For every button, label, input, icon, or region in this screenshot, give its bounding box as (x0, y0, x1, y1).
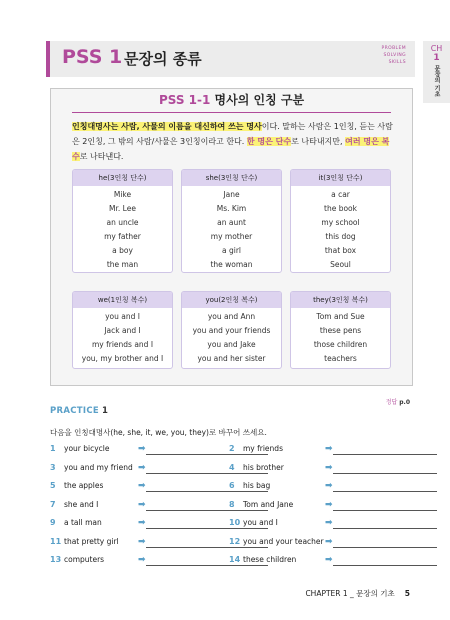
practice-item-text: his brother (243, 462, 284, 472)
arrow-icon: ➡ (325, 555, 333, 565)
card-item: Seoul (330, 260, 351, 269)
desc-part: 로 나타내지만, (291, 137, 346, 146)
practice-item-number: 14 (229, 555, 241, 564)
pronoun-card-she (181, 169, 282, 273)
section-underline (72, 112, 391, 113)
pss-label (381, 45, 406, 66)
card-body (291, 308, 390, 366)
pronoun-card-they (290, 291, 391, 369)
answer-blank[interactable] (333, 473, 437, 474)
card-item: a boy (112, 246, 133, 255)
card-item: a girl (222, 246, 241, 255)
practice-item (229, 479, 409, 493)
card-item: this dog (325, 232, 356, 241)
page-title: PSS 1 (62, 46, 123, 68)
practice-item-text: Tom and Jane (243, 499, 294, 509)
card-item: a car (331, 190, 350, 199)
chapter-tab[interactable] (423, 41, 450, 103)
card-item: Ms. Kim (216, 204, 247, 213)
practice-item (229, 516, 409, 530)
arrow-icon: ➡ (138, 444, 146, 454)
card-item: my friends and I (91, 340, 154, 349)
card-item: Jack and I (104, 326, 141, 335)
card-item: the book (324, 204, 357, 213)
arrow-icon: ➡ (325, 444, 333, 454)
card-item: an uncle (106, 218, 139, 227)
practice-item (50, 553, 225, 567)
answer-blank[interactable] (333, 565, 437, 566)
card-header: it(3인칭 단수) (291, 170, 390, 186)
card-item: you and your friends (192, 326, 271, 335)
practice-item (50, 461, 225, 475)
practice-item-number: 1 (50, 444, 56, 453)
answer-page: p.0 (399, 399, 410, 406)
section-title-text: 명사의 인칭 구분 (214, 93, 305, 107)
card-header: you(2인칭 복수) (182, 292, 281, 308)
card-item: Mike (113, 190, 132, 199)
pss-label-line: PROBLEM (381, 46, 406, 51)
practice-item-number: 6 (229, 481, 235, 490)
card-item: Jane (223, 190, 240, 199)
arrow-icon: ➡ (138, 555, 146, 565)
desc-part: 로 나타낸다. (79, 152, 124, 161)
arrow-icon: ➡ (138, 536, 146, 547)
card-body (73, 186, 172, 272)
card-header: we(1인칭 복수) (73, 292, 172, 308)
arrow-icon: ➡ (138, 499, 146, 510)
card-item: the woman (210, 260, 253, 269)
arrow-icon: ➡ (138, 462, 146, 473)
card-body (73, 308, 172, 366)
practice-label: PRACTICE (50, 406, 99, 416)
answer-blank[interactable] (333, 510, 437, 511)
arrow-icon: ➡ (325, 481, 333, 491)
answer-blank[interactable] (333, 491, 437, 492)
pss-label-line: SKILLS (388, 60, 406, 65)
desc-part-highlight-red: 여러 명은 복수 (72, 137, 390, 161)
practice-item-number: 10 (229, 518, 241, 527)
practice-item-text: your bicycle (64, 444, 110, 453)
card-item: Tom and Sue (316, 312, 365, 321)
practice-item-number: 7 (50, 499, 56, 509)
chapter-tab-topic: 문장의 기초 (433, 65, 440, 98)
practice-item-text: these children (243, 555, 297, 564)
practice-item-text: you and my friend (64, 462, 133, 472)
practice-item (50, 498, 225, 512)
card-item: you and her sister (197, 354, 266, 363)
card-item: Mr. Lee (109, 204, 136, 213)
card-item: that box (324, 246, 357, 255)
card-item: you and I (105, 312, 140, 321)
practice-item-text: that pretty girl (64, 536, 119, 546)
practice-item-number: 4 (229, 462, 235, 472)
page-footer (305, 588, 410, 599)
answer-label: 정답 (385, 399, 398, 406)
practice-item (50, 479, 225, 493)
practice-item (229, 535, 409, 549)
practice-item (229, 442, 409, 456)
card-header: she(3인칭 단수) (182, 170, 281, 186)
practice-item-text: you and I (243, 518, 278, 527)
answer-blank[interactable] (333, 528, 437, 529)
arrow-icon: ➡ (138, 481, 146, 491)
card-item: an aunt (217, 218, 246, 227)
practice-item-number: 2 (229, 444, 235, 453)
practice-item-text: a tall man (64, 518, 102, 527)
card-item: you and Jake (207, 340, 256, 349)
desc-part-highlight-red: 한 명은 단수 (246, 137, 292, 146)
answer-blank[interactable] (333, 454, 437, 455)
practice-item-text: my friends (243, 444, 283, 453)
practice-item-text: she and I (64, 499, 99, 509)
practice-item (50, 442, 225, 456)
card-item: these pens (319, 326, 362, 335)
arrow-icon: ➡ (138, 518, 146, 528)
practice-item-number: 3 (50, 462, 56, 472)
practice-item-number: 8 (229, 499, 235, 509)
practice-heading (50, 406, 108, 416)
page-number: 5 (404, 589, 410, 598)
practice-item (229, 461, 409, 475)
section-description (72, 119, 394, 164)
card-body (182, 186, 281, 272)
section-title (50, 90, 413, 110)
page-subtitle: 문장의 종류 (124, 50, 202, 68)
chapter-tab-ch: CH (430, 44, 443, 53)
pss-label-line: SOLVING (383, 53, 406, 58)
practice-item (229, 553, 409, 567)
answer-blank[interactable] (333, 547, 437, 548)
card-header: he(3인칭 단수) (73, 170, 172, 186)
practice-number: 1 (102, 406, 109, 416)
card-item: you and Ann (207, 312, 256, 321)
practice-item-number: 9 (50, 518, 56, 527)
card-header: they(3인칭 복수) (291, 292, 390, 308)
practice-item-text: you and your teacher (243, 536, 324, 546)
card-body (291, 186, 390, 272)
practice-instruction: 다음을 인칭대명사(he, she, it, we, you, they)로 바꾸어 쓰세요. (50, 428, 267, 437)
footer-chapter: CHAPTER 1 _ 문장의 기초 (305, 589, 395, 598)
card-item: those children (313, 340, 368, 349)
desc-part-highlight: 인칭대명사는 사람, 사물의 이름을 대신하여 쓰는 명사 (72, 122, 262, 131)
practice-item (50, 516, 225, 530)
pronoun-card-we (72, 291, 173, 369)
practice-item-text: his bag (243, 481, 271, 490)
card-body (182, 308, 281, 366)
card-item: my mother (210, 232, 253, 241)
practice-item (229, 498, 409, 512)
chapter-tab-number: 1 (433, 53, 440, 63)
practice-item (50, 535, 225, 549)
card-item: the man (106, 260, 139, 269)
arrow-icon: ➡ (325, 518, 333, 528)
card-item: you, my brother and I (81, 354, 164, 363)
practice-item-number: 13 (50, 555, 62, 564)
arrow-icon: ➡ (325, 462, 333, 473)
card-item: my father (104, 232, 141, 241)
section-code: PSS 1-1 (158, 93, 211, 107)
practice-item-number: 11 (50, 536, 62, 546)
arrow-icon: ➡ (325, 499, 333, 510)
answer-reference[interactable] (386, 397, 410, 406)
practice-item-number: 5 (50, 481, 56, 490)
pronoun-card-he (72, 169, 173, 273)
pronoun-card-you (181, 291, 282, 369)
card-item: teachers (324, 354, 357, 363)
card-item: my school (321, 218, 360, 227)
practice-item-text: computers (64, 555, 105, 564)
pronoun-card-it (290, 169, 391, 273)
arrow-icon: ➡ (325, 536, 333, 547)
practice-item-text: the apples (64, 481, 104, 490)
desc-part: 이다. 말하는 사람은 1인칭, 듣는 사람은 2인칭, 그 밖의 사람/사물은 3인칭이라고 한다. (72, 122, 393, 146)
practice-item-number: 12 (229, 536, 241, 546)
